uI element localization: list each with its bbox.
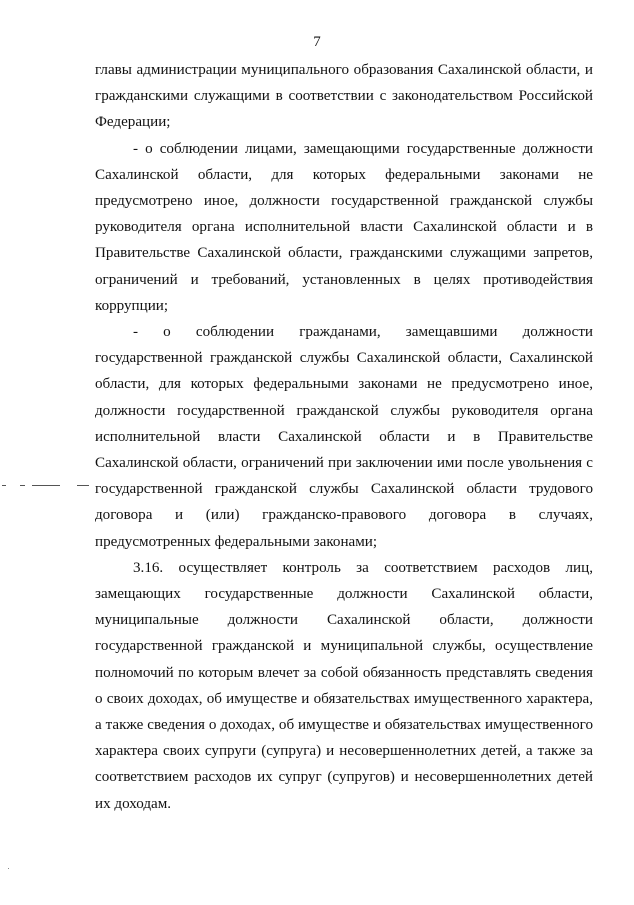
paragraph-item-3-16: 3.16. осуществляет контроль за соответствием расходов лиц, замещающих государственные должности Сахалинской области, муниципальные должности Сахалинской области, должности государственной гражданской и муниципальной службы, осуществление полномочий по которым влечет за собой обязанность представлять сведения о своих доходах, об имуществе и обязательствах имущественного характера, а также сведения о доходах, об имуществе и обязательствах имущественного характера своих супруги (супруга) и несовершеннолетних детей, а также за соответствием расходов их супруг (супругов) и несовершеннолетних детей их доходам. (95, 559, 593, 812)
paragraph-former-officials-compliance: - о соблюдении гражданами, замещавшими должности государственной гражданской службы Сахалинской области, Сахалинской области, для которых федеральными законами не предусмотрено иное, должности государственной гражданской службы руководителя органа исполнительной власти Сахалинской области и в Правительстве Сахалинской области, ограничений при заключении ими после увольнения с государственной гражданской службы Сахалинской области трудового договора и (или) гражданско-правового договора в случаях, предусмотренных федеральными законами; (95, 324, 593, 550)
scan-artifact-line (77, 485, 89, 486)
scan-artifact-line (32, 485, 60, 486)
paragraph-officials-compliance: - о соблюдении лицами, замещающими государственные должности Сахалинской области, для которых федеральными законами не предусмотрено иное, должности государственной гражданской службы руководителя органа исполнительной власти Сахалинской области и в Правительстве Сахалинской области, гражданскими служащими запретов, ограничений и требований, установленных в целях противодействия коррупции; (95, 140, 593, 314)
page-number: 7 (313, 34, 321, 50)
scan-artifact-line (20, 485, 25, 486)
scan-artifact-dot (8, 868, 9, 869)
paragraph-continuation: главы администрации муниципального образования Сахалинской области, и гражданскими служащими в соответствии с законодательством Российской Федерации; (95, 62, 593, 131)
document-body (95, 57, 593, 817)
scan-artifact-line (2, 485, 6, 486)
